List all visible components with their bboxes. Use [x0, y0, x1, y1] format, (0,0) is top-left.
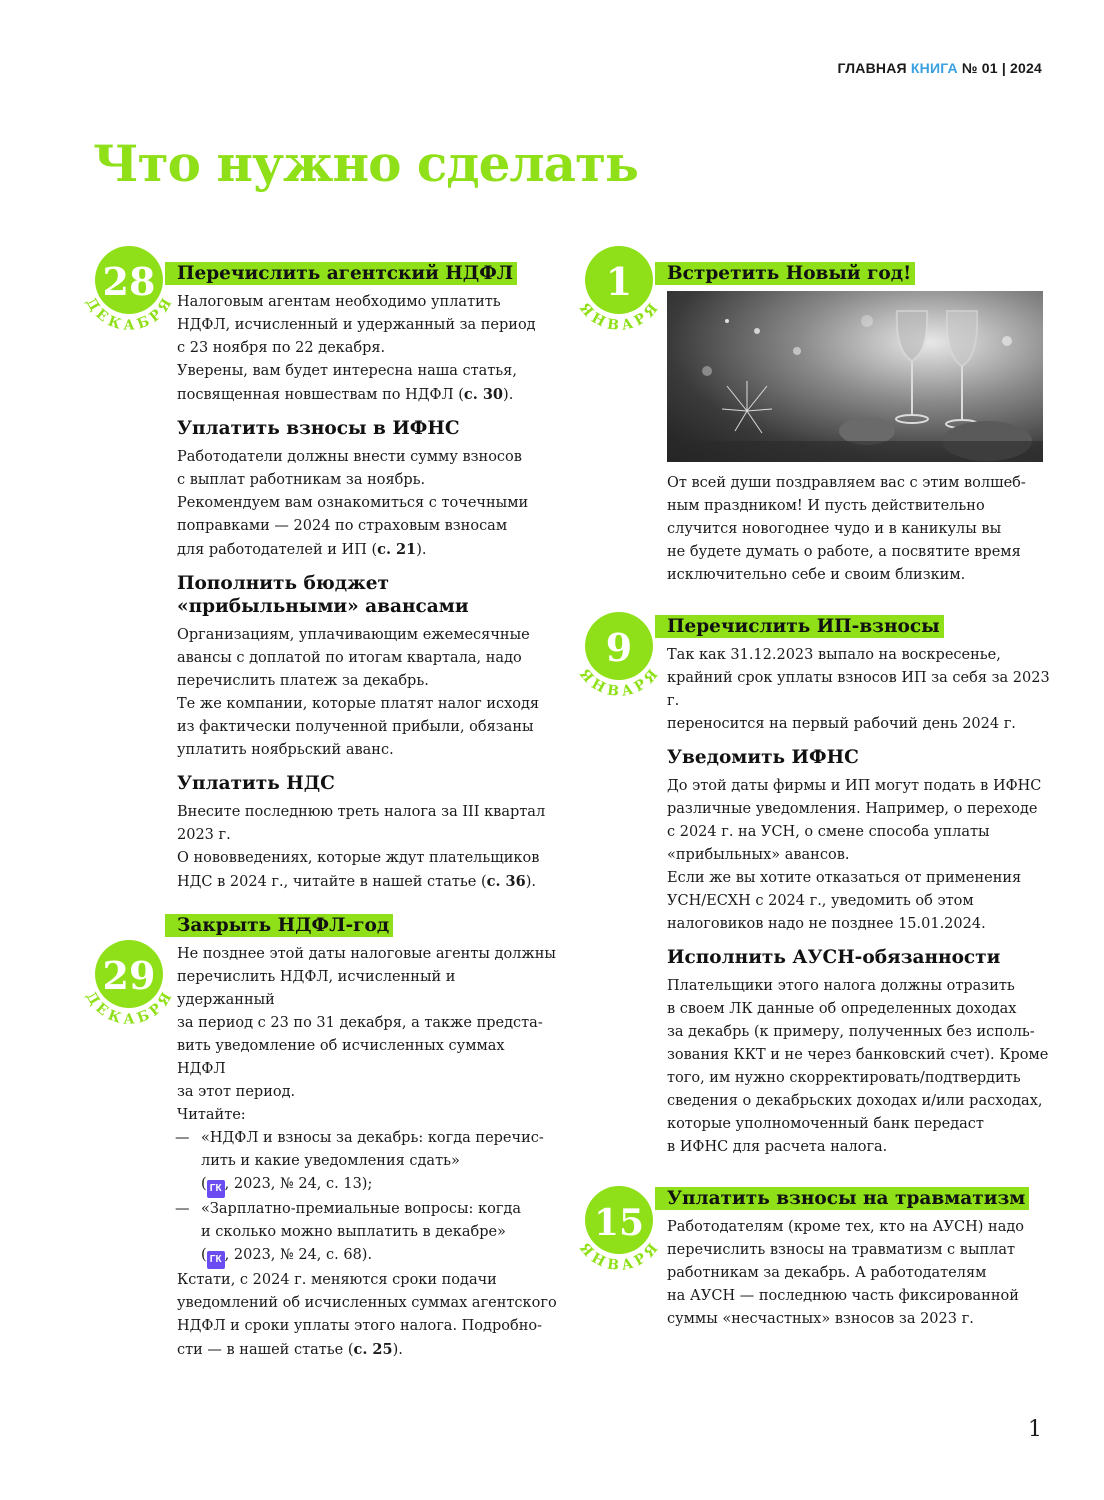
task-heading: Уплатить взносы в ИФНС [177, 418, 460, 439]
task-heading: Встретить Новый год! [667, 262, 1052, 285]
masthead-main: ГЛАВНАЯ [837, 60, 907, 76]
date-badge-28-december [82, 238, 176, 334]
task-heading: Перечислить агентский НДФЛ [177, 262, 557, 285]
gk-journal-icon: ГК [207, 1180, 225, 1198]
date-month: ЯНВАРЯ [575, 666, 663, 700]
task-close-ndfl-year [177, 914, 557, 1362]
list-dash: — [175, 1130, 190, 1146]
date-day: 29 [102, 953, 156, 998]
task-ip-contributions [667, 615, 1052, 736]
task-text: До этой даты фирмы и ИП могут подать в ИФНС различные уведомления. Например, о переходе с 2024 г. на УСН, о смене способа уплаты «прибыльных» авансов. Если же вы хотите отказаться от применения УСН/ЕСХН с 2024 г., уведомить об этом налоговиков надо не позднее 15.01.2024. [667, 778, 1042, 932]
task-text: Плательщики этого налога должны отразить в своем ЛК данные об определенных доходах за декабрь (к примеру, полученных без исполь- зования ККТ и не через банковский счет). Кроме того, им нужно скорректировать/подтвердить сведения о декабрьских доходах и/или расходах, которые уполномоченный банк передаст в ИФНС для расчета налога. [667, 978, 1049, 1155]
masthead [837, 60, 1042, 76]
list-item[interactable]: — «Зарплатно-премиальные вопросы: когда и сколько можно выплатить в декабре» ( ГК , 2023, № 24, с. 68). [175, 1198, 557, 1269]
task-pay-contributions [177, 417, 557, 562]
task-heading: Пополнить бюджет «прибыльными» авансами [177, 573, 469, 617]
date-month: ДЕКАБРЯ [82, 295, 176, 334]
task-text: Организациям, уплачивающим ежемесячные авансы с доплатой по итогам квартала, надо перечислить платеж за декабрь. Те же компании, которые платят налог исходя из фактически полученной прибыли, обязаны уплатить ноябрьский аванс. [177, 627, 540, 758]
masthead-book: КНИГА [910, 60, 958, 76]
left-column [177, 262, 557, 1372]
task-text: Кстати, с 2024 г. меняются сроки подачи уведомлений об исчисленных суммах агентского НДФЛ и сроки уплаты этого налога. Подробно- сти — в нашей статье (с. 25). [177, 1272, 557, 1358]
task-new-year [667, 262, 1052, 587]
page-ref-link[interactable]: с. 21 [377, 541, 417, 558]
date-month: ЯНВАРЯ [575, 1240, 663, 1274]
task-heading: Уведомить ИФНС [667, 747, 859, 768]
list-dash: — [175, 1201, 190, 1217]
page-ref-link[interactable]: с. 36 [486, 873, 526, 890]
task-heading: Уплатить НДС [177, 773, 335, 794]
task-ausn [667, 946, 1052, 1159]
date-badge-1-january [574, 238, 664, 334]
page-title: Что нужно сделать [93, 134, 638, 193]
date-day: 9 [605, 625, 633, 670]
page-number: 1 [1028, 1417, 1042, 1442]
date-day: 15 [593, 1202, 645, 1244]
date-month: ДЕКАБРЯ [82, 989, 176, 1028]
task-text: Внесите последнюю треть налога за III квартал 2023 г. О нововведениях, которые ждут плательщиков НДС в 2024 г., читайте в нашей статье (с. 36). [177, 804, 546, 890]
task-injury-contributions [667, 1187, 1052, 1331]
date-day: 1 [605, 259, 633, 304]
task-pay-vat [177, 772, 557, 894]
date-month: ЯНВАРЯ [575, 300, 663, 334]
task-text: От всей души поздравляем вас с этим волшеб- ным праздником! И пусть действительно случится новогоднее чудо и в каникулы вы не будете думать о работе, а посвятите время исключительно себе и своим близким. [667, 475, 1026, 583]
date-badge-9-january [574, 604, 664, 700]
date-badge-15-january [574, 1178, 664, 1274]
gk-journal-icon: ГК [207, 1251, 225, 1269]
champagne-photo [667, 291, 1043, 462]
task-heading: Уплатить взносы на травматизм [667, 1187, 1052, 1210]
task-text: Работодателям (кроме тех, кто на АУСН) надо перечислить взносы на травматизм с выплат работникам за декабрь. А работодателям на АУСН — последнюю часть фиксированной суммы «несчастных» взносов за 2023 г. [667, 1219, 1025, 1327]
task-text: Налоговым агентам необходимо уплатить НДФЛ, исчисленный и удержанный за период с 23 ноября по 22 декабря. Уверены, вам будет интересна наша статья, посвященная новшествам по НДФЛ (с. 30). [177, 294, 536, 403]
list-item[interactable]: — «НДФЛ и взносы за декабрь: когда перечис- лить и какие уведомления сдать» ( ГК , 2023, № 24, с. 13); [175, 1127, 557, 1198]
page-ref-link[interactable]: с. 25 [353, 1341, 393, 1358]
date-day: 28 [102, 259, 156, 304]
right-column [667, 262, 1052, 1341]
task-heading: Перечислить ИП-взносы [667, 615, 1052, 638]
task-text: Так как 31.12.2023 выпало на воскресенье, крайний срок уплаты взносов ИП за себя за 2023 г. переносится на первый рабочий день 2024 г. [667, 647, 1050, 732]
date-badge-29-december [82, 932, 176, 1028]
task-agent-ndfl [177, 262, 557, 407]
task-text: Работодатели должны внести сумму взносов с выплат работникам за ноябрь. Рекомендуем вам ознакомиться с точечными поправками — 2024 по страховым взносам для работодателей и ИП (с. 21). [177, 449, 529, 558]
task-profit-advances [177, 572, 557, 762]
page-ref-link[interactable]: с. 30 [463, 386, 504, 403]
task-text: Не позднее этой даты налоговые агенты должны перечислить НДФЛ, исчисленный и удержанный за период с 23 по 31 декабря, а также предста- вить уведомление об исчисленных суммах НДФЛ за этот период. Читайте: [177, 946, 556, 1123]
task-heading: Исполнить АУСН-обязанности [667, 947, 1001, 968]
task-heading: Закрыть НДФЛ-год [177, 914, 557, 937]
masthead-issue: № 01 | 2024 [961, 60, 1042, 76]
task-notify-ifns [667, 746, 1052, 936]
